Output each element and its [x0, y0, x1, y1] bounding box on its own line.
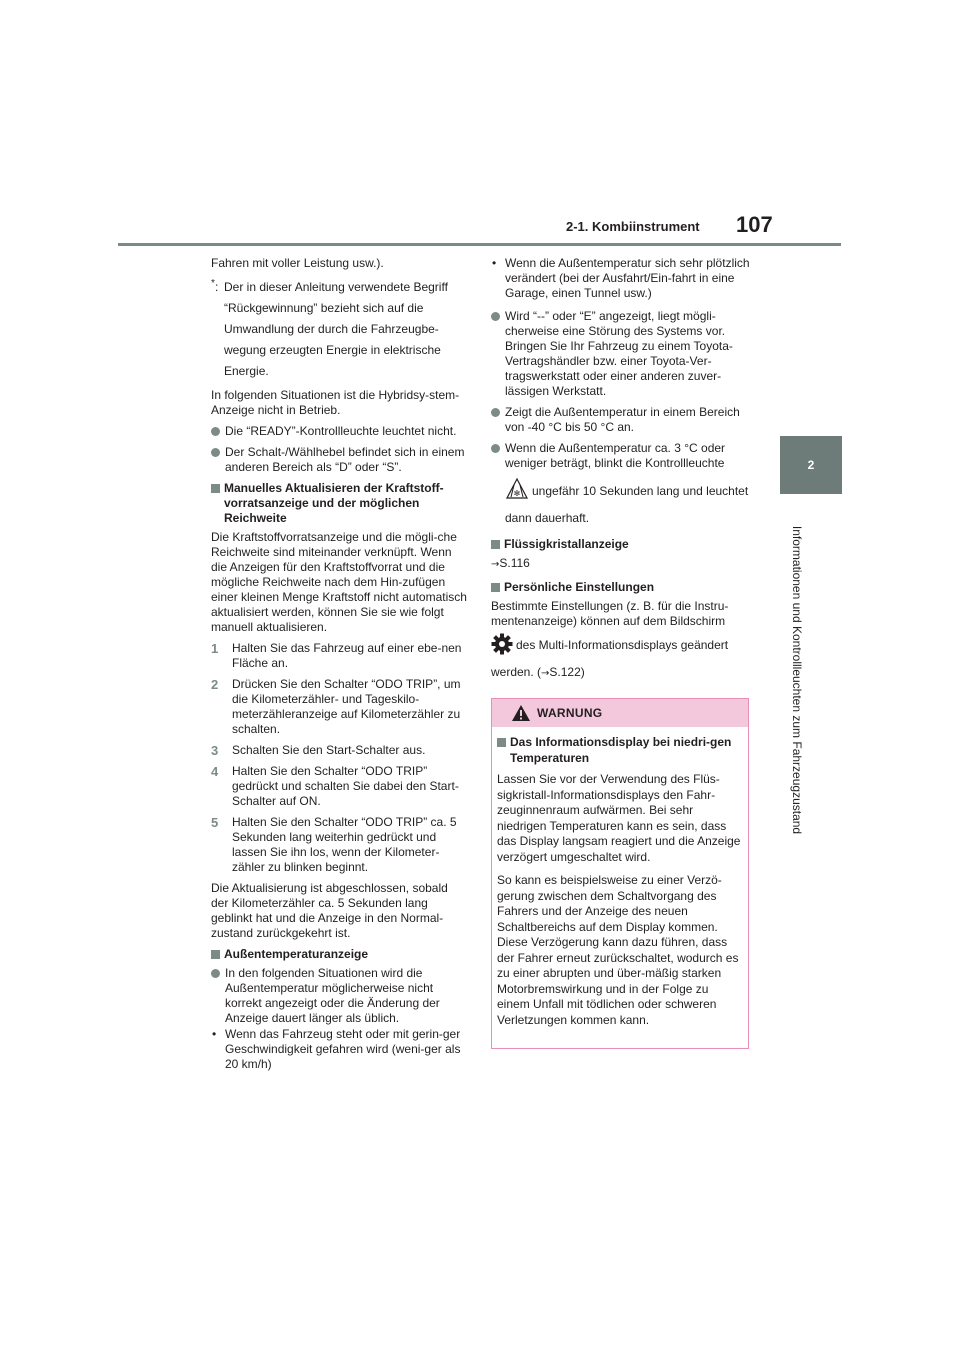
subheading [491, 537, 751, 552]
footnote-line: “Rückgewinnung” bezieht sich auf die [224, 301, 424, 315]
bullet-text: In den folgenden Situationen wird die Außentemperatur möglicherweise nicht korrekt angezeigt oder die Änderung der Anzeige dauert länger als üblich. [225, 966, 440, 1025]
step-number: 2 [211, 677, 219, 692]
bullet-text: Wird “--” oder “E” angezeigt, liegt mögli-cherweise eine Störung des Systems vor. Bringen Sie Ihr Fahrzeug zu einem Toyota-Vertragshändler bzw. einer Toyota-Ver-tragswerkstatt oder einer anderen zuver-lässigen Werkstatt. [505, 309, 733, 398]
warning-header [492, 699, 748, 727]
footnote-line: Umwandlung der durch die Fahrzeugbe- [224, 322, 439, 336]
sub-item-text: Wenn das Fahrzeug steht oder mit gerin-ger Geschwindigkeit gefahren wird (weni-ger als 20 km/h) [225, 1027, 461, 1071]
warning-title: WARNUNG [537, 706, 603, 720]
header-divider [118, 243, 841, 246]
bullet-text: Zeigt die Außentemperatur in einem Bereich von -40 °C bis 50 °C an. [505, 405, 740, 434]
warning-box [491, 698, 749, 1049]
step-text: Halten Sie das Fahrzeug auf einer ebe-nen Fläche an. [232, 641, 462, 670]
subheading-text: Persönliche Einstellungen [504, 580, 655, 594]
sub-bullet-marker: • [212, 1027, 217, 1041]
subheading [211, 947, 467, 962]
ice-warning-line [491, 477, 751, 529]
warning-paragraph: Lassen Sie vor der Verwendung des Flüs-sigkristall-Informationsdisplays den Fahr-zeuginnenraum aufwärmen. Bei sehr niedrigen Temperaturen kann es sein, dass das Display langsam reagiert und die Anzeige verzögert umgeschaltet wird. [497, 772, 741, 864]
page-reference [491, 556, 751, 572]
square-marker-icon [491, 583, 500, 592]
subheading-text: Manuelles Aktualisieren der Kraftstoff-vorratsanzeige und der möglichen Reichweite [224, 481, 444, 525]
square-marker-icon [497, 738, 506, 747]
paragraph: Fahren mit voller Leistung usw.). [211, 256, 384, 270]
step-item [211, 677, 467, 737]
settings-text: des Multi-Informationsdisplays geändert werden. ( [491, 638, 729, 679]
step-number: 1 [211, 641, 219, 656]
footnote [211, 277, 467, 382]
step-item [211, 641, 467, 671]
right-column [491, 256, 751, 688]
sub-item-text: Wenn die Außentemperatur sich sehr plötzlich verändert (bei der Ausfahrt/Ein-fahrt in eine Garage, einen Tunnel usw.) [505, 256, 750, 300]
footnote-star: * [211, 278, 215, 289]
warning-body [492, 727, 748, 1028]
subheading-text: Flüssigkristallanzeige [504, 537, 629, 551]
footnote-line: Der in dieser Anleitung verwendete Begriff [224, 280, 448, 294]
settings-line [491, 633, 751, 684]
step-text: Drücken Sie den Schalter “ODO TRIP”, um die Kilometerzähler- und Tageskilo-meterzähleranzeige auf Kilometerzähler zu schalten. [232, 677, 461, 736]
sub-item [491, 256, 751, 301]
step-text: Halten Sie den Schalter “ODO TRIP” gedrückt und schalten Sie dabei den Start-Schalter auf ON. [232, 764, 459, 808]
circle-bullet-icon [211, 448, 220, 457]
step-text: Halten Sie den Schalter “ODO TRIP” ca. 5 Sekunden lang weiterhin gedrückt und lassen Sie ihn los, wenn der Kilometer-zähler zu blinken beginnt. [232, 815, 457, 874]
bullet-text: Wenn die Außentemperatur ca. 3 °C oder weniger beträgt, blinkt die Kontrollleuchte [505, 441, 726, 470]
square-marker-icon [211, 484, 220, 493]
paragraph: Bestimmte Einstellungen (z. B. für die Instru-mentenanzeige) können auf dem Bildschirm [491, 599, 729, 628]
step-number: 3 [211, 743, 219, 758]
bullet-item [491, 405, 751, 435]
svg-text:✻: ✻ [513, 489, 521, 498]
paragraph: In folgenden Situationen ist die Hybridsy-stem-Anzeige nicht in Betrieb. [211, 388, 460, 417]
step-text: Schalten Sie den Start-Schalter aus. [232, 743, 426, 757]
bullet-item [211, 424, 467, 439]
paragraph: Die Aktualisierung ist abgeschlossen, sobald der Kilometerzähler ca. 5 Sekunden lang geblinkt hat und die Anzeige in den Normal-zustand zurückgekehrt ist. [211, 881, 448, 940]
road-ice-warning-icon [505, 477, 529, 508]
chapter-title-text: Informationen und Kontrollleuchten zum Fahrzeugzustand [790, 525, 804, 835]
circle-bullet-icon [211, 969, 220, 978]
sub-bullet-marker: • [492, 256, 497, 270]
chapter-title [788, 498, 806, 862]
sub-item [211, 1027, 467, 1072]
square-marker-icon [491, 540, 500, 549]
footnote-line: Energie. [224, 364, 269, 378]
warning-paragraph: So kann es beispielsweise zu einer Verzö-gerung zwischen dem Schaltvorgang des Fahrers und der Anzeige des neuen Schaltbereichs auf dem Display kommen. Diese Verzögerung kann dazu führen, dass der Fahrer erneut zurückschaltet, wodurch es zu einer abrupten und über-mäßig starken Motorbremswirkung und in der Folge zu einem Unfall mit tödlichen oder schweren Verletzungen kommen kann. [497, 873, 739, 1027]
circle-bullet-icon [491, 312, 500, 321]
left-column [211, 256, 467, 1076]
warning-subheading [497, 735, 742, 766]
circle-bullet-icon [211, 427, 220, 436]
warning-subheading-text: Das Informationsdisplay bei niedri-gen Temperaturen [510, 735, 732, 765]
reference-arrow: → [541, 668, 550, 679]
step-item [211, 743, 467, 758]
paragraph: Die Kraftstoffvorratsanzeige und die mögli-che Reichweite sind miteinander verknüpft. Wenn die Anzeigen für den Kraftstoffvorrat und die mögliche Reichweite nach dem Hin-zufügen einer kleinen Menge Kraftstoff nicht automatisch aktualisiert werden, können Sie sie wie folgt manuell aktualisieren. [211, 530, 467, 634]
reference-link[interactable]: S.116 [499, 556, 530, 570]
bullet-text: Die “READY”-Kontrollleuchte leuchtet nicht. [225, 424, 457, 438]
ice-warning-text: ungefähr 10 Sekunden lang und leuchtet dann dauerhaft. [505, 484, 749, 525]
footnote-line: wegung erzeugten Energie in elektrische [224, 343, 441, 357]
reference-arrow: → [491, 559, 500, 570]
subheading [211, 481, 467, 526]
bullet-item [211, 445, 467, 475]
bullet-text: Der Schalt-/Wählhebel befindet sich in einem anderen Bereich als “D” oder “S”. [225, 445, 465, 474]
section-title: 2-1. Kombiinstrument [566, 219, 700, 234]
circle-bullet-icon [491, 408, 500, 417]
step-item [211, 764, 467, 809]
circle-bullet-icon [491, 444, 500, 453]
gear-settings-icon [491, 633, 513, 662]
step-item [211, 815, 467, 875]
square-marker-icon [211, 950, 220, 959]
subheading-text: Außentemperaturanzeige [224, 947, 369, 961]
bullet-item [211, 966, 467, 1026]
warning-triangle-icon [511, 704, 531, 722]
bullet-item [491, 309, 751, 399]
page-number: 107 [736, 212, 773, 237]
step-number: 5 [211, 815, 219, 830]
footnote-colon: : [215, 280, 219, 294]
reference-link[interactable]: S.122) [549, 665, 585, 679]
subheading [491, 580, 751, 595]
step-number: 4 [211, 764, 219, 779]
chapter-tab: 2 [780, 436, 842, 494]
bullet-item [491, 441, 751, 471]
